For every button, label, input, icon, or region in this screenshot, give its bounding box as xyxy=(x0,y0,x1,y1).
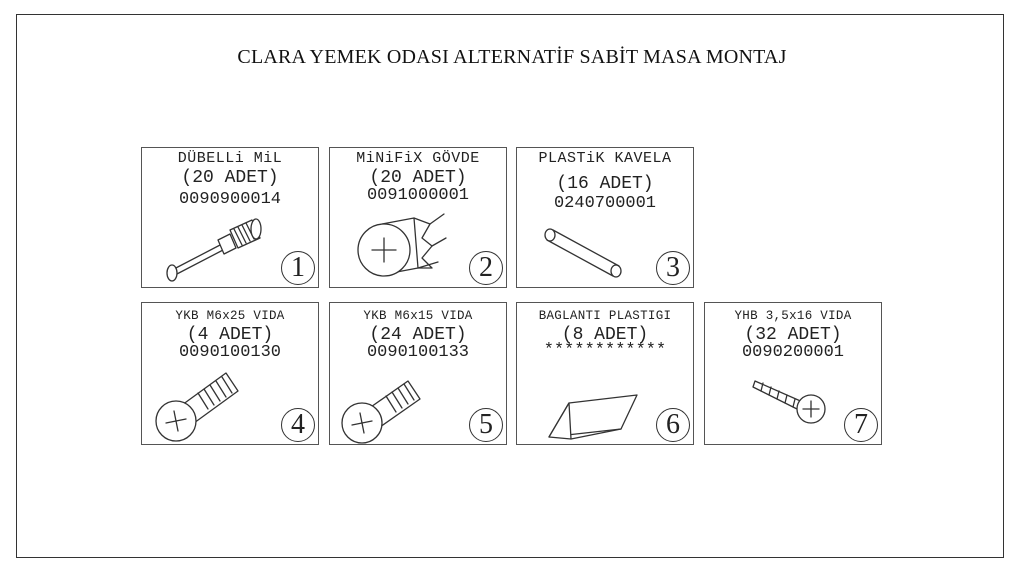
part-code: ************ xyxy=(543,341,667,360)
dowel-pin-icon xyxy=(160,214,270,284)
part-card-4 xyxy=(141,302,319,445)
part-number-badge: 2 xyxy=(469,251,503,285)
plastic-wedge-icon xyxy=(545,367,645,443)
part-card-7 xyxy=(704,302,882,445)
plastic-dowel-icon xyxy=(543,220,633,280)
part-card-2 xyxy=(329,147,507,288)
part-number-badge: 6 xyxy=(656,408,690,442)
machine-screw-icon xyxy=(338,365,438,445)
part-quantity: (4 ADET) xyxy=(186,325,274,345)
part-name: PLASTiK KAVELA xyxy=(538,150,672,167)
part-code: 0240700001 xyxy=(553,194,657,213)
part-card-6 xyxy=(516,302,694,445)
part-number-badge: 7 xyxy=(844,408,878,442)
machine-screw-icon xyxy=(152,365,252,445)
part-card-5 xyxy=(329,302,507,445)
part-code: 0090900014 xyxy=(178,190,282,209)
part-name: BAGLANTI PLASTIGI xyxy=(538,309,672,323)
part-name: MiNiFiX GÖVDE xyxy=(356,150,480,167)
part-number-badge: 5 xyxy=(469,408,503,442)
part-quantity: (16 ADET) xyxy=(556,174,654,194)
part-code: 0090100133 xyxy=(366,343,470,362)
part-quantity: (32 ADET) xyxy=(744,325,842,345)
page-title: CLARA YEMEK ODASI ALTERNATİF SABİT MASA MONTAJ xyxy=(237,46,787,68)
part-name: YKB M6x15 VIDA xyxy=(363,309,473,323)
part-number-badge: 3 xyxy=(656,251,690,285)
part-code: 0090200001 xyxy=(741,343,845,362)
part-name: YKB M6x25 VIDA xyxy=(175,309,285,323)
part-quantity: (24 ADET) xyxy=(369,325,467,345)
part-number-badge: 4 xyxy=(281,408,315,442)
cam-lock-icon xyxy=(352,210,462,285)
part-name: DÜBELLi MiL xyxy=(177,150,283,167)
part-code: 0091000001 xyxy=(366,186,470,205)
part-number-badge: 1 xyxy=(281,251,315,285)
part-code: 0090100130 xyxy=(178,343,282,362)
part-card-3 xyxy=(516,147,694,288)
part-name: YHB 3,5x16 VIDA xyxy=(734,309,852,323)
wood-screw-icon xyxy=(749,373,839,433)
part-quantity: (8 ADET) xyxy=(561,325,649,345)
part-card-1 xyxy=(141,147,319,288)
part-quantity: (20 ADET) xyxy=(181,168,279,188)
part-quantity: (20 ADET) xyxy=(369,168,467,188)
